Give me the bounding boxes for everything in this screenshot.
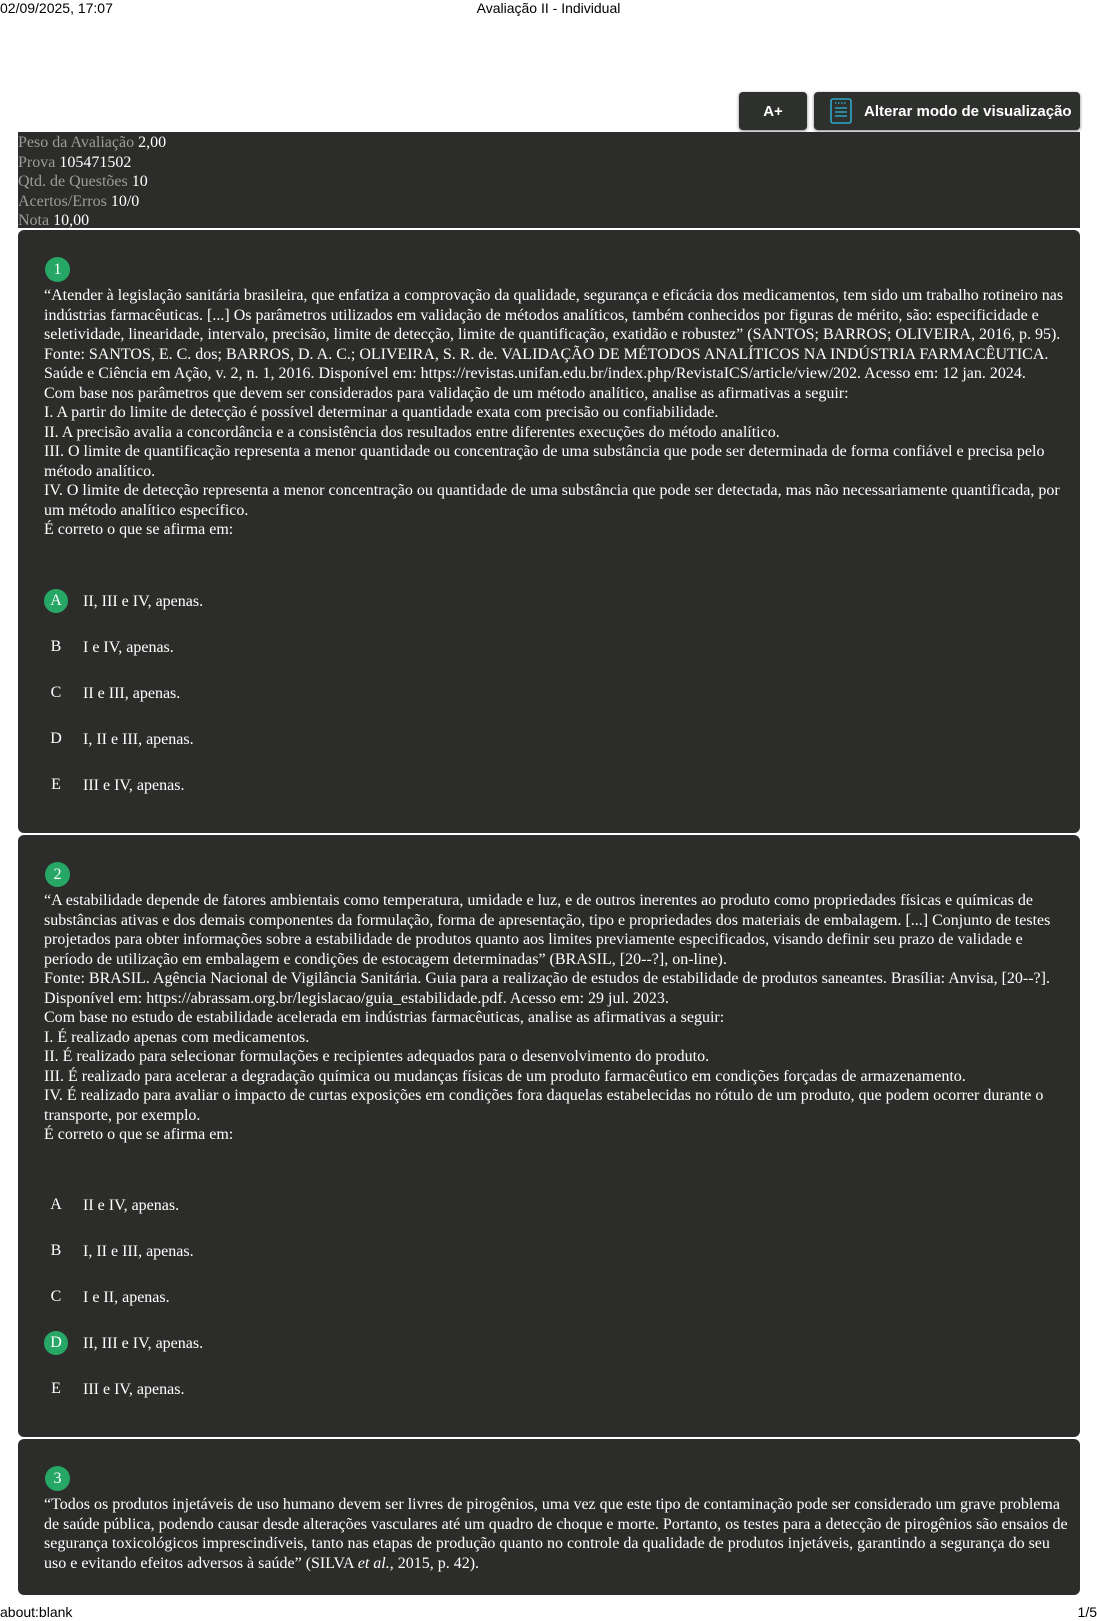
question-card-1 <box>18 230 1080 833</box>
option-text: I, II e III, apenas. <box>83 1243 194 1260</box>
option-text: III e IV, apenas. <box>83 777 185 794</box>
option-text: II, III e IV, apenas. <box>83 1335 204 1352</box>
option-text: I e II, apenas. <box>83 1289 170 1306</box>
summary-qtd: Qtd. de Questões 10 <box>18 173 148 190</box>
option-letter-correct: D <box>44 1331 68 1355</box>
question-paragraph: I. É realizado apenas com medicamentos. <box>44 1028 310 1046</box>
option-text: I, II e III, apenas. <box>83 731 194 748</box>
question-paragraph: Fonte: SANTOS, E. C. dos; BARROS, D. A. C.; OLIVEIRA, S. R. de. VALIDAÇÃO DE MÉTODOS ANALÍTICOS NA INDÚSTRIA FARMACÊUTICA. Saúde e Ciência em Ação, v. 2, n. 1, 2016. Disponível em: https://revistas.unifan.edu.br/index.php/RevistaICS/article/view/202. Acesso em: 12 jan. 2024. <box>44 345 1049 382</box>
question-number: 1 <box>45 257 70 282</box>
question-paragraph: Fonte: BRASIL. Agência Nacional de Vigilância Sanitária. Guia para a realização de estudos de estabilidade de produtos saneantes. Brasília: Anvisa, [20--?]. Disponível em: https://abrassam.org.br/legislacao/guia_estabilidade.pdf. Acesso em: 29 jul. 2023. <box>44 970 1050 1007</box>
question-paragraph: “Atender à legislação sanitária brasileira, que enfatiza a comprovação da qualidade, segurança e eficácia dos medicamentos, tem sido um trabalho rotineiro nas indústrias farmacêuticas. [...] Os parâmetros utilizados em validação de métodos analíticos, também conhecidos por figuras de mérito, são: especificidade e seletividade, linearidade, intervalo, precisão, limite de detecção, limite de quantificação, exatidão e robustez” (SANTOS; BARROS; OLIVEIRA, 2016, p. 95). <box>44 287 1064 343</box>
question-card-2 <box>18 835 1080 1437</box>
document-icon <box>830 98 852 124</box>
question-paragraph: II. É realizado para selecionar formulações e recipientes adequados para o desenvolvimento do produto. <box>44 1048 710 1065</box>
option-text: II e III, apenas. <box>83 685 181 702</box>
summary-prova: Prova 105471502 <box>18 153 132 171</box>
question-paragraph: Com base nos parâmetros que devem ser considerados para validação de um método analítico, analise as afirmativas a seguir: <box>44 384 849 402</box>
print-datetime: 02/09/2025, 17:07 <box>0 0 113 16</box>
option-letter: B <box>50 638 62 655</box>
option-letter: D <box>50 730 62 747</box>
option-letter: A <box>50 1196 62 1213</box>
print-footer <box>0 1603 1097 1621</box>
option-letter: C <box>50 684 62 701</box>
question-number: 3 <box>45 1466 70 1491</box>
question-paragraph: IV. O limite de detecção representa a menor concentração ou quantidade de uma substância que pode ser detectada, mas não necessariamente quantificada, por um método analítico específico. <box>44 482 1060 519</box>
view-mode-button[interactable] <box>814 92 1080 130</box>
option-text: III e IV, apenas. <box>83 1381 185 1398</box>
question-paragraph: I. A partir do limite de detecção é possível determinar a quantidade exata com precisão ou confiabilidade. <box>44 404 719 421</box>
print-url: about:blank <box>0 1604 73 1620</box>
question-paragraph: É correto o que se afirma em: <box>44 521 234 538</box>
question-paragraph: “Todos os produtos injetáveis de uso humano devem ser livres de pirogênios, uma vez que este tipo de contaminação pode ser considerado um grave problema de saúde pública, podendo causar desde alterações vasculares até um quadro de choque e morte. Portanto, os testes para a detecção de pirogênios são ensaios de segurança toxicológicos imprescindíveis, tanto nas etapas de produção quanto no controle da qualidade de produtos injetáveis, garantindo a segurança do seu uso e evitando efeitos adversos à saúde” (SILVA et al., 2015, p. 42). <box>44 1496 1068 1572</box>
option-text: I e IV, apenas. <box>83 639 174 656</box>
question-text <box>44 1495 1069 1573</box>
summary-peso: Peso da Avaliação 2,00 <box>18 134 167 151</box>
print-header <box>0 0 1097 18</box>
question-paragraph: III. É realizado para acelerar a degradação química ou mudanças físicas de um produto farmacêutico em condições forçadas de armazenamento. <box>44 1067 966 1085</box>
question-text <box>44 891 1069 1145</box>
question-paragraph: II. A precisão avalia a concordância e a consistência dos resultados entre diferentes execuções do método analítico. <box>44 423 780 441</box>
evaluation-summary <box>18 132 1080 228</box>
option-letter-correct: A <box>44 589 68 613</box>
question-paragraph: “A estabilidade depende de fatores ambientais como temperatura, umidade e luz, e de outros inerentes ao produto como propriedades físicas e químicas de substâncias ativas e dos demais componentes da formulação, forma de apresentação, tipo e propriedades dos materiais de embalagem. [...] Conjunto de testes projetados para obter informações sobre a estabilidade de produtos quanto aos limites previamente especificados, visando definir seu prazo de validade e período de utilização em embalagem e condições de estocagem determinadas” (BRASIL, [20--?], on-line). <box>44 892 1051 968</box>
print-page-number: 1/5 <box>1077 1604 1097 1620</box>
question-text <box>44 286 1069 540</box>
option-text: II, III e IV, apenas. <box>83 593 204 610</box>
question-paragraph: III. O limite de quantificação representa a menor quantidade ou concentração de uma substância que pode ser determinada de forma confiável e precisa pelo método analítico. <box>44 443 1045 480</box>
increase-font-button[interactable]: A+ <box>739 92 807 130</box>
question-paragraph: IV. É realizado para avaliar o impacto de curtas exposições em condições fora daquelas estabelecidas no rótulo de um produto, que podem ocorrer durante o transporte, por exemplo. <box>44 1087 1044 1124</box>
question-paragraph: É correto o que se afirma em: <box>44 1126 234 1143</box>
print-doc-title: Avaliação II - Individual <box>476 0 621 16</box>
view-mode-label: Alterar modo de visualização <box>864 102 1072 120</box>
option-letter: C <box>50 1288 62 1305</box>
summary-acertos: Acertos/Erros 10/0 <box>18 192 140 210</box>
option-text: II e IV, apenas. <box>83 1197 180 1214</box>
option-letter: E <box>51 776 61 793</box>
question-paragraph: Com base no estudo de estabilidade acelerada em indústrias farmacêuticas, analise as afirmativas a seguir: <box>44 1009 725 1026</box>
question-card-3 <box>18 1439 1080 1595</box>
question-number: 2 <box>45 862 70 887</box>
option-letter: B <box>50 1242 62 1259</box>
summary-nota: Nota 10,00 <box>18 212 90 229</box>
option-letter: E <box>51 1380 61 1397</box>
